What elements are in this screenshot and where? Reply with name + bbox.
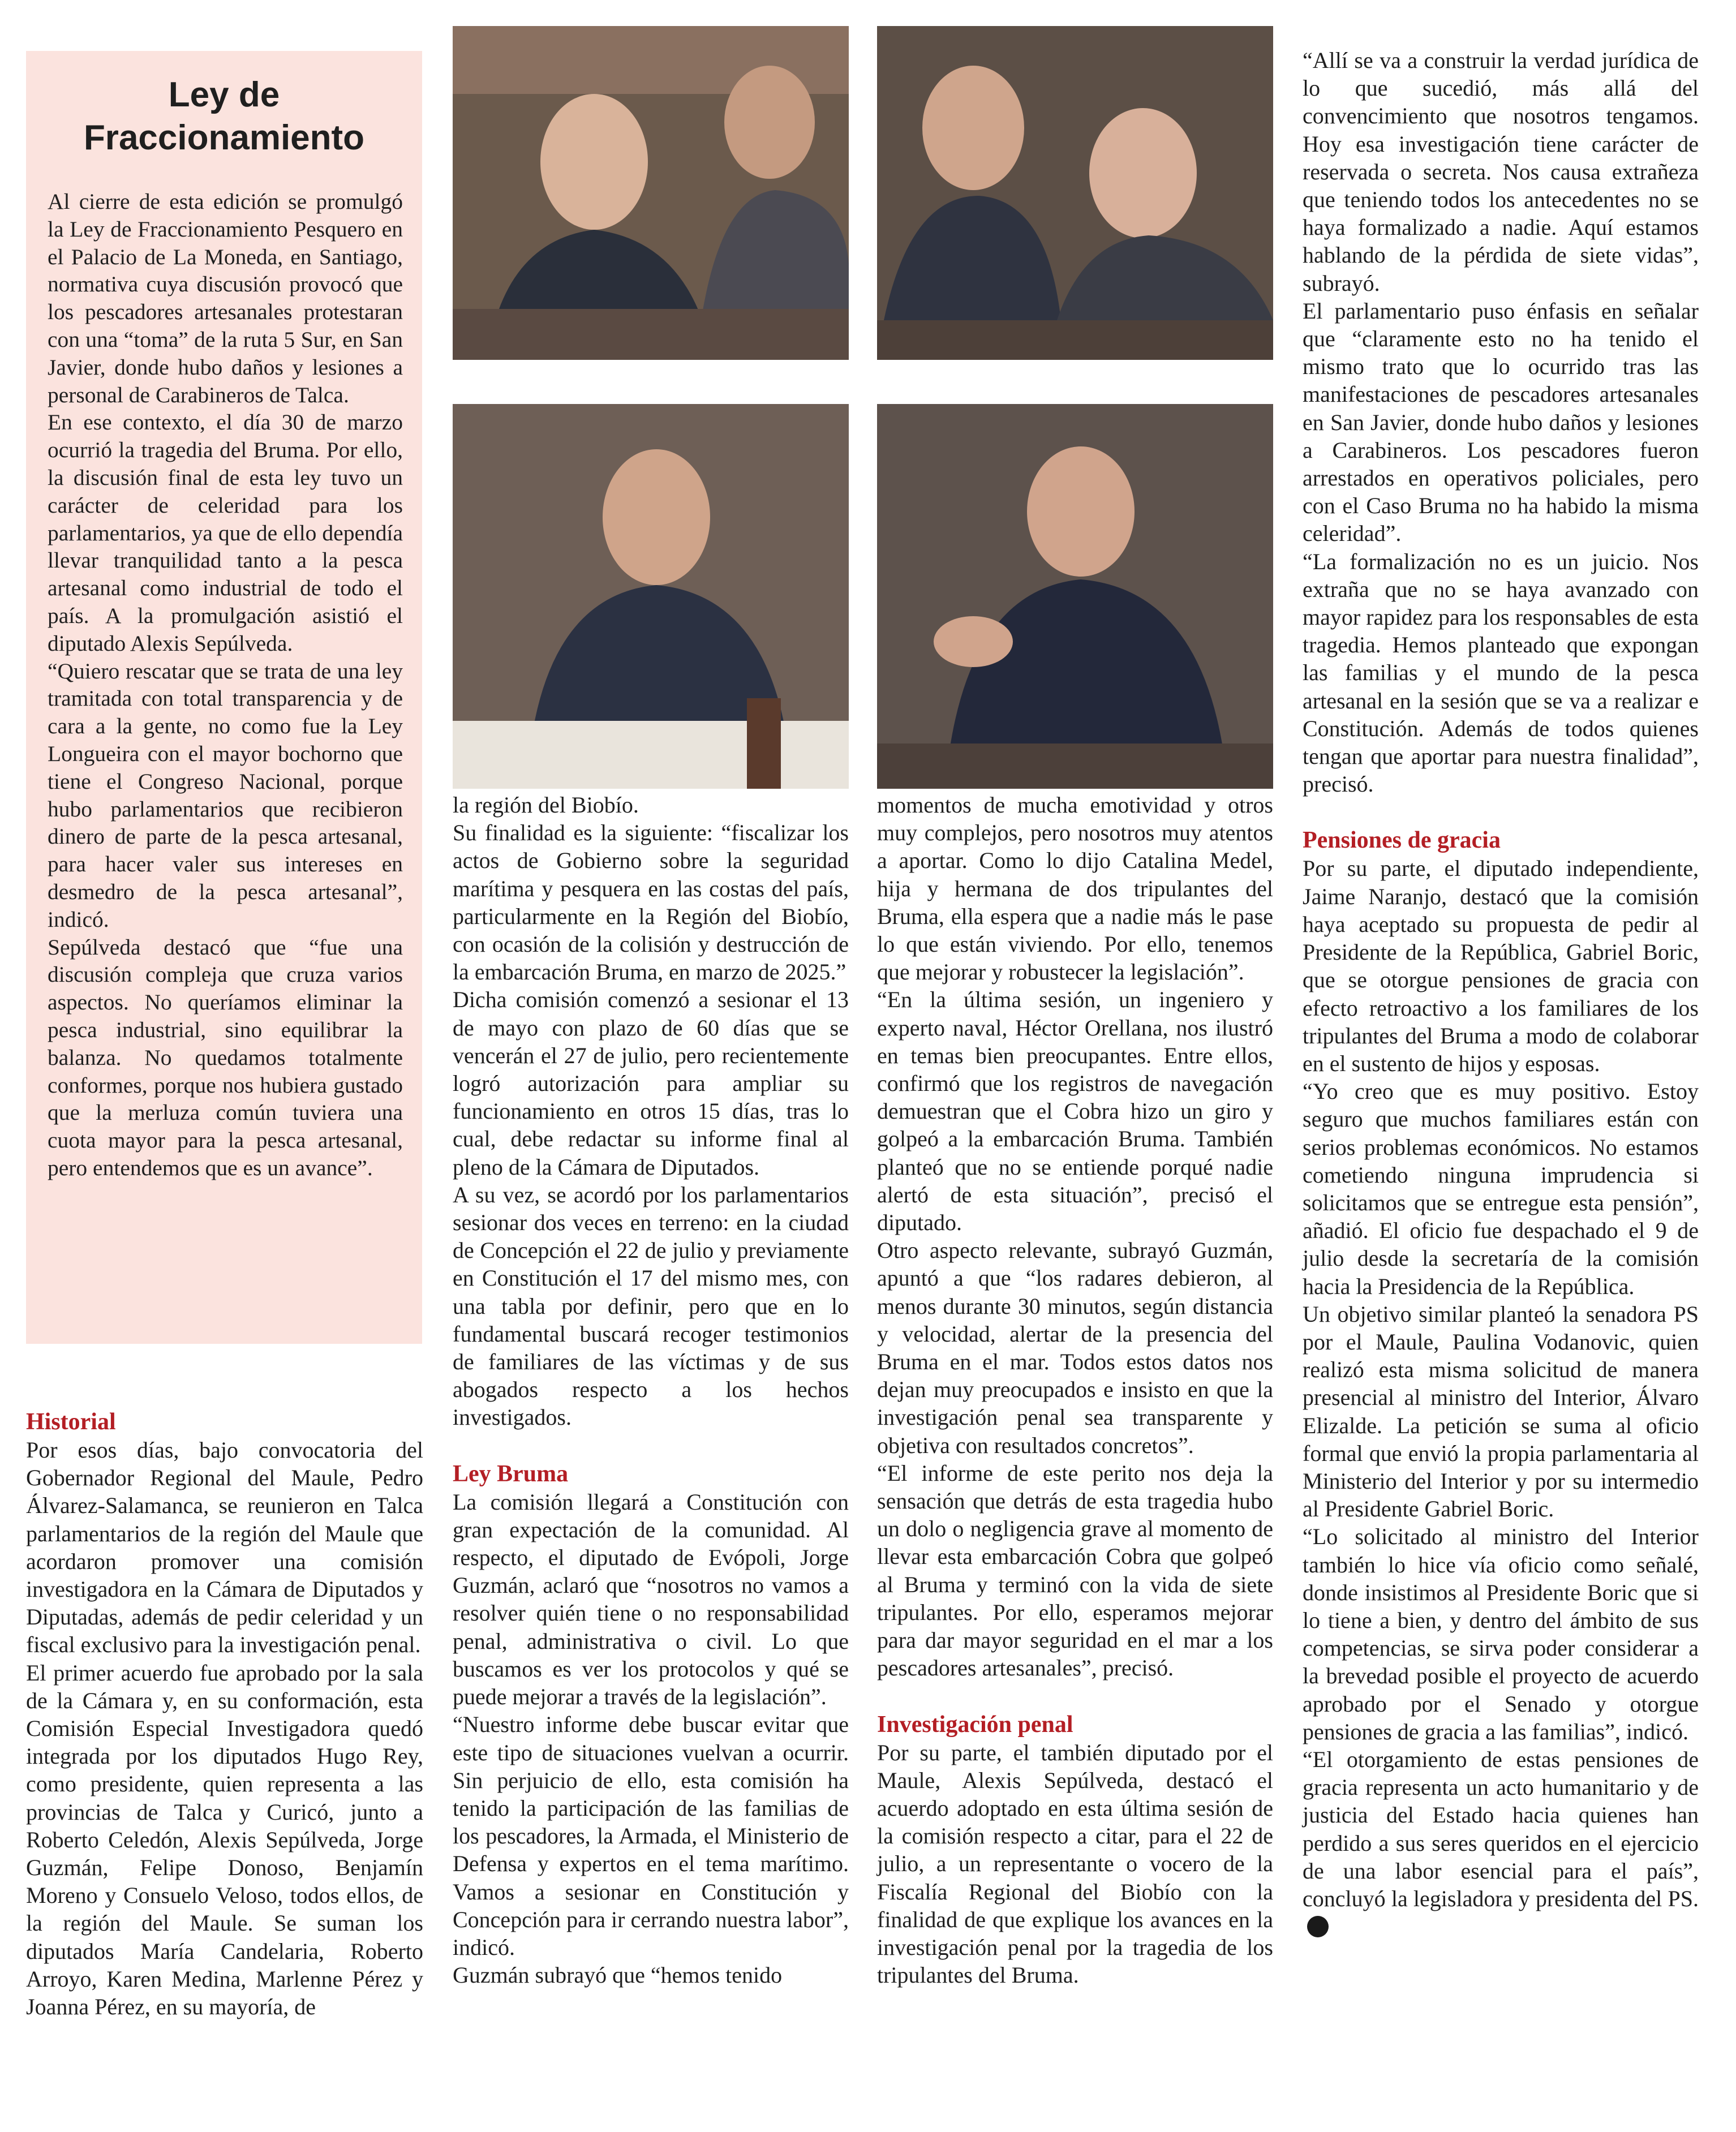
article-paragraph: Por su parte, el también diputado por el Maule, Alexis Sepúlveda, destacó el acuerdo adoptado en esta última sesión de la comisión respecto a citar, para el 22 de julio, a un representante o vocero de la Fiscalía Regional del Biobío con la finalidad de que explique los avances en la investigación penal por la tragedia de los tripulantes del Bruma.: [877, 1739, 1273, 1988]
end-of-article-icon: [1307, 1916, 1329, 1937]
photo-deputies-discussion: [877, 26, 1273, 360]
section-heading-investigacion-penal: Investigación penal: [877, 1711, 1073, 1738]
article-paragraph: La comisión llegará a Constitución con gran expectación de la comunidad. Al respecto, el diputado de Evópoli, Jorge Guzmán, aclaró que “nosotros no vamos a resolver quién tiene o no responsabilidad penal, administrativa o civil. Lo que buscamos es ver los protocolos y qué se puede mejorar a través de la legislación”.: [453, 1489, 849, 1710]
article-paragraph: “Allí se va a construir la verdad jurídica de lo que sucedió, más allá del convencimiento que nosotros tengamos. Hoy esa investigación tiene carácter de reservada o secreta. Nos causa extrañeza que teniendo todos los antecedentes no se haya formalizado a nadie. Aquí estamos hablando de la pérdida de siete vidas”, subrayó.: [1303, 48, 1699, 296]
sidebar-paragraph: “Quiero rescatar que se trata de una ley tramitada con total transparencia y de cara a la gente, no como fue la Ley Longueira con el mayor bochorno que tiene el Congreso Nacional, porque hubo parlamentarios que recibieron dinero de parte de la pesca artesanal, para hacer valer sus intereses en desmedro de la pesca artesanal”, indicó.: [48, 658, 403, 932]
photo-deputy-speaking: [453, 26, 849, 360]
sidebar-paragraph: Sepúlveda destacó que “fue una discusión compleja que cruza varios aspectos. No queríamos eliminar la pesca industrial, sino equilibrar la balanza. No quedamos totalmente conformes, porque nos hubiera gustado que la merluza común tuviera una cuota mayor para la pesca artesanal, pero entendemos que es un avance”.: [48, 934, 403, 1180]
article-paragraph: A su vez, se acordó por los parlamentarios sesionar dos veces en terreno: en la ciudad de Concepción el 22 de julio y previamente en Constitución el 17 del mismo mes, con una tabla por definir, pero que en lo fundamental buscará recoger testimonios de familiares de las víctimas y de sus abogados respecto a los hechos investigados.: [453, 1181, 849, 1430]
sidebar-title-line2: Fraccionamiento: [83, 118, 365, 157]
sidebar-paragraph: En ese contexto, el día 30 de marzo ocurrió la tragedia del Bruma. Por ello, la discusión final de esta ley tuvo un carácter de celeridad para los parlamentarios, ya que de ello dependía llevar tranquilidad tanto a la pesca artesanal como industrial de todo el país. A la promulgación asistió el diputado Alexis Sepúlveda.: [48, 410, 403, 656]
article-paragraph: momentos de mucha emotividad y otros muy complejos, pero nosotros muy atentos a aportar. Como lo dijo Catalina Medel, hija y hermana de dos tripulantes del Bruma, ella espera que a nadie más le pase lo que están viviendo. Por ello, tenemos que mejorar y robustecer la legislación”.: [877, 792, 1273, 985]
article-paragraph: Por su parte, el diputado independiente, Jaime Naranjo, destacó que la comisión haya aceptado su propuesta de pedir al Presidente de la República, Gabriel Boric, que se otorgue pensiones de gracia con efecto retroactivo a los familiares de los tripulantes del Bruma a modo de colaborar en el sustento de hijos y esposas.: [1303, 856, 1699, 1076]
article-paragraph: la región del Biobío.: [453, 792, 639, 818]
article-paragraph: “El otorgamiento de estas pensiones de gracia representa un acto humanitario y de justicia del Estado hacia quienes han perdido a sus seres queridos en el ejercicio de una labor esencial para el país”, concluyó la legisladora y presidenta del PS.: [1303, 1746, 1699, 1911]
sidebar-paragraph: Al cierre de esta edición se promulgó la Ley de Fraccionamiento Pesquero en el Palacio de La Moneda, en Santiago, normativa cuya discusión provocó que los pescadores artesanales protestaran con una “toma” de la ruta 5 Sur, en San Javier, donde hubo daños y lesiones a personal de Carabineros de Talca.: [48, 189, 403, 407]
sidebar-title-line1: Ley de: [168, 75, 280, 114]
column-4-text: [1303, 46, 1699, 1940]
article-paragraph: Otro aspecto relevante, subrayó Guzmán, apuntó a que “los radares debieron, al menos durante 30 minutos, según distancia y velocidad, alertar de la presencia del Bruma en el mar. Todos estos datos nos dejan muy preocupados e insisto en que la investigación penal sea transparente y objetiva con resultados concretos”.: [877, 1237, 1273, 1458]
column-3-text: [877, 791, 1273, 1989]
section-heading-pensiones-de-gracia: Pensiones de gracia: [1303, 827, 1501, 854]
article-paragraph: El primer acuerdo fue aprobado por la sala de la Cámara y, en su conformación, esta Comisión Especial Investigadora quedó integrada por los diputados Hugo Rey, como presidente, quien representa a las provincias de Talca y Curicó, junto a Roberto Celedón, Alexis Sepúlveda, Jorge Guzmán, Felipe Donoso, Benjamín Moreno y Consuelo Veloso, todos ellos, de la región del Maule. Se suman los diputados María Candelaria, Roberto Arroyo, Karen Medina, Marlenne Pérez y Joanna Pérez, en su mayoría, de: [26, 1660, 423, 2020]
article-paragraph: “Nuestro informe debe buscar evitar que este tipo de situaciones vuelvan a ocurrir. Sin perjuicio de ello, esta comisión ha tenido la participación de las familias de los pescadores, la Armada, el Ministerio de Defensa y expertos en el tema marítimo. Vamos a sesionar en Constitución y Concepción para ir cerrando nuestra labor”, indicó.: [453, 1712, 849, 1960]
article-paragraph: “Yo creo que es muy positivo. Estoy seguro que muchos familiares están con serios problemas económicos. No estamos cometiendo ninguna imprudencia si solicitamos que se entregue esta pensión”, añadió. El oficio fue despachado el 9 de julio desde la secretaría de la comisión hacia la Presidencia de la República.: [1303, 1078, 1699, 1299]
article-paragraph: Un objetivo similar planteó la senadora PS por el Maule, Paulina Vodanovic, quien realizó esta misma solicitud de manera presencial al ministro del Interior, Álvaro Elizalde. La petición se suma al oficio formal que envió la propia parlamentaria al Ministerio del Interior y por su intermedio al Presidente Gabriel Boric.: [1303, 1301, 1699, 1522]
article-paragraph: “El informe de este perito nos deja la sensación que detrás de esta tragedia hubo un dolo o negligencia grave al momento de llevar esta embarcación Cobra que golpeó al Bruma y terminó con la vida de siete tripulantes. Por ello, esperamos mejorar para dar mayor seguridad en el mar a los pescadores artesanales”, precisó.: [877, 1460, 1273, 1681]
article-paragraph: Guzmán subrayó que “hemos tenido: [453, 1962, 783, 1988]
article-paragraph: “Lo solicitado al ministro del Interior también lo hice vía oficio como señalé, donde insistimos al Presidente Boric que si lo tiene a bien, y dentro del ámbito de sus competencias, se sirva poder considerar a la brevedad posible el proyecto de acuerdo aprobado por el Senado y otorgue pensiones de gracia a las familias”, indicó.: [1303, 1524, 1699, 1744]
sidebar-text: [48, 188, 403, 1182]
photo-deputy-writing: [453, 404, 849, 789]
article-final-paragraph: [1303, 1746, 1699, 1940]
photo-deputy-gesturing: [877, 404, 1273, 789]
section-heading-historial: Historial: [26, 1409, 116, 1435]
article-paragraph: El parlamentario puso énfasis en señalar que “claramente esto no ha tenido el mismo trato que lo ocurrido tras las manifestaciones de pescadores artesanales en San Javier, donde hubo daños y lesiones a Carabineros. Los pescadores fueron arrestados en operativos policiales, pero con el Caso Bruma no ha habido la misma celeridad”.: [1303, 298, 1699, 547]
article-paragraph: Dicha comisión comenzó a sesionar el 13 de mayo con plazo de 60 días que se vencerán el 27 de julio, pero recientemente logró autorización para ampliar su funcionamiento en otros 15 días, tras lo cual, debe redactar su informe final al pleno de la Cámara de Diputados.: [453, 987, 849, 1180]
article-paragraph: Por esos días, bajo convocatoria del Gobernador Regional del Maule, Pedro Álvarez-Salamanca, se reunieron en Talca parlamentarios de la región del Maule que acordaron promover una comisión investigadora en la Cámara de Diputados y Diputadas, además de pedir celeridad y un fiscal exclusivo para la investigación penal.: [26, 1437, 423, 1658]
section-heading-ley-bruma: Ley Bruma: [453, 1460, 569, 1487]
article-paragraph: “La formalización no es un juicio. Nos extraña que no se haya avanzado con mayor rapidez para los responsables de esta tragedia. Hemos planteado que expongan las familias y el mundo de la pesca artesanal en la sesión que se va a realizar e Constitución. Además de todos quienes tengan que aportar para nuestra finalidad”, precisó.: [1303, 548, 1699, 797]
column-1-text: [26, 1408, 423, 2021]
sidebar-title: [26, 74, 422, 160]
article-paragraph: Su finalidad es la siguiente: “fiscalizar los actos de Gobierno sobre la seguridad marítima y pesquera en las costas del país, particularmente en la Región del Biobío, con ocasión de la colisión y destrucción de la embarcación Bruma, en marzo de 2025.”: [453, 820, 849, 985]
column-2-text: [453, 791, 849, 1989]
article-paragraph: “En la última sesión, un ingeniero y experto naval, Héctor Orellana, nos ilustró en temas bien preocupantes. Entre ellos, confirmó que los registros de navegación demuestran que el Cobra hizo un giro y golpeó a la embarcación Bruma. También planteó que no se entiende porqué nadie alertó de esta situación”, precisó el diputado.: [877, 987, 1273, 1236]
